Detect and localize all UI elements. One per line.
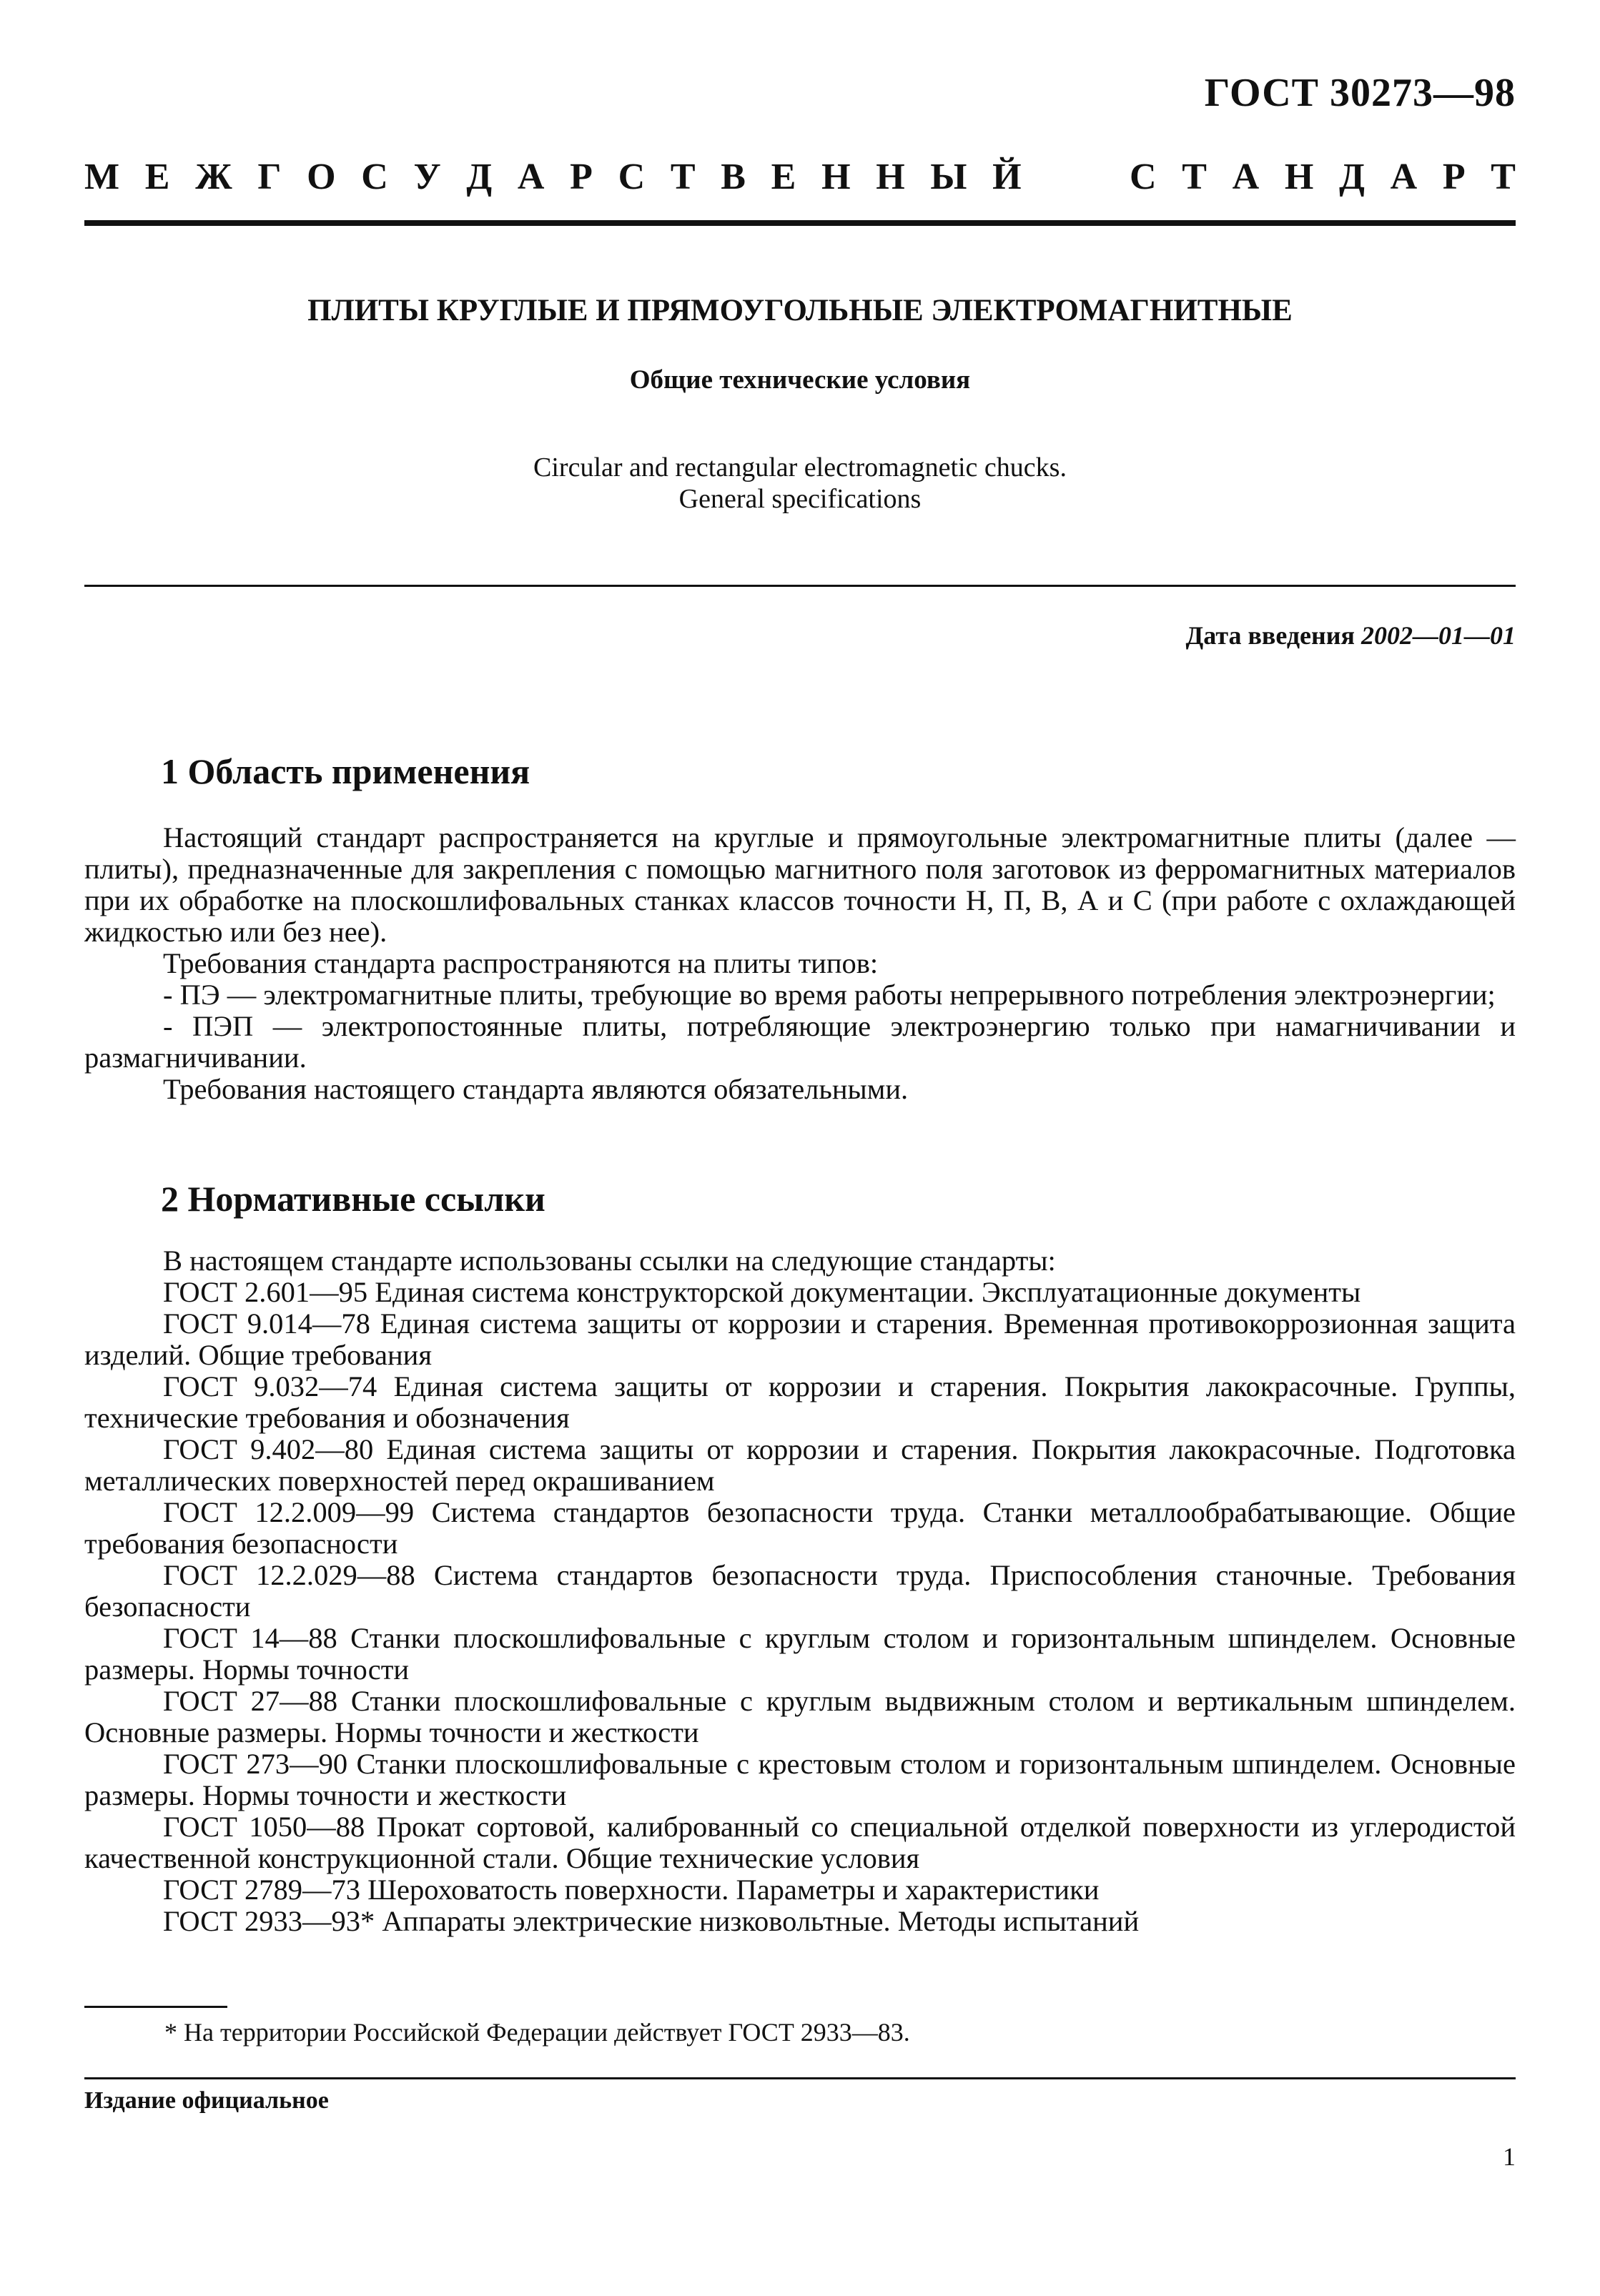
reference-item: ГОСТ 14—88 Станки плоскошлифовальные с круглым столом и горизонтальным шпинделем. Основные размеры. Нормы точности [84,1622,1516,1686]
reference-item: ГОСТ 2.601—95 Единая система конструкторской документации. Эксплуатационные документы [163,1276,1361,1308]
introduction-date [1186,620,1516,650]
banner-letter: Т [1182,157,1207,197]
banner-letter: Д [466,157,493,197]
english-title-line: General specifications [678,484,922,514]
banner-letter: С [1130,157,1157,197]
document-title: ПЛИТЫ КРУГЛЫЕ И ПРЯМОУГОЛЬНЫЕ ЭЛЕКТРОМАГНИТНЫЕ [307,294,1293,327]
banner-letter: М [84,157,120,197]
banner-letter: Р [570,157,593,197]
banner-letter: Н [1284,157,1314,197]
banner-letter: А [1390,157,1418,197]
reference-item: ГОСТ 9.032—74 Единая система защиты от коррозии и старения. Покрытия лакокрасочные. Группы, технические требования и обозначения [84,1370,1516,1434]
section-2-body [84,1245,1516,1937]
header-divider [84,220,1516,226]
footnote-separator [84,2006,227,2008]
standard-code: ГОСТ 30273—98 [1204,71,1516,115]
banner-letter: Р [1442,157,1466,197]
banner-letter: Е [144,157,170,197]
paragraph: Требования стандарта распространяются на плиты типов: [163,947,879,979]
paragraph: - ПЭ — электромагнитные плиты, требующие во время работы непрерывного потребления электроэнергии; [163,979,1496,1011]
banner-letter: У [413,157,441,197]
footnote: * На территории Российской Федерации действует ГОСТ 2933—83. [164,2018,910,2047]
date-label: Дата введения [1185,621,1355,650]
reference-item: ГОСТ 2933—93* Аппараты электрические низковольтные. Методы испытаний [163,1905,1140,1937]
banner-letter: Й [992,157,1022,197]
banner-letter: Т [670,157,696,197]
reference-item: ГОСТ 27—88 Станки плоскошлифовальные с круглым выдвижным столом и вертикальным шпинделем. Основные размеры. Нормы точности и жесткости [84,1685,1516,1748]
banner-letter: Ж [195,157,232,197]
reference-item: ГОСТ 9.402—80 Единая система защиты от коррозии и старения. Покрытия лакокрасочные. Подготовка металлических поверхностей перед окрашиванием [84,1433,1516,1497]
banner-letter: С [618,157,646,197]
reference-item: ГОСТ 2789—73 Шероховатость поверхности. Параметры и характеристики [163,1874,1100,1906]
section-1-body [84,822,1516,1105]
paragraph: Требования настоящего стандарта являются обязательными. [163,1073,909,1105]
banner-letter: А [517,157,545,197]
english-title-line: Circular and rectangular electromagnetic chucks. [533,452,1067,483]
banner-letter: Д [1339,157,1365,197]
banner-letter: Г [257,157,282,197]
interstate-standard-banner [84,156,1516,198]
banner-letter: В [721,157,746,197]
english-title [84,452,1516,515]
reference-item: ГОСТ 9.014—78 Единая система защиты от коррозии и старения. Временная противокоррозионная защита изделий. Общие требования [84,1307,1516,1371]
banner-word-gap [1047,156,1104,198]
footer-divider [84,2077,1516,2079]
banner-letter: О [307,157,336,197]
reference-item: ГОСТ 12.2.029—88 Система стандартов безопасности труда. Приспособления станочные. Требования безопасности [84,1559,1516,1623]
page-number: 1 [1503,2142,1516,2171]
banner-letter: Е [771,157,796,197]
date-value: 2002—01—01 [1361,621,1516,650]
paragraph: - ПЭП — электропостоянные плиты, потребляющие электроэнергию только при намагничивании и размагничивании. [84,1010,1516,1074]
paragraph: В настоящем стандарте использованы ссылки на следующие стандарты: [163,1245,1056,1277]
reference-item: ГОСТ 12.2.009—99 Система стандартов безопасности труда. Станки металлообрабатывающие. Общие требования безопасности [84,1496,1516,1560]
banner-letter: Н [821,157,851,197]
title-divider [84,585,1516,587]
document-subtitle: Общие технические условия [629,365,971,395]
banner-letter: Т [1491,157,1516,197]
banner-letter: Ы [930,157,967,197]
banner-letter: С [361,157,388,197]
section-1-heading: 1 Область применения [161,751,530,791]
paragraph: Настоящий стандарт распространяется на круглые и прямоугольные электромагнитные плиты (далее — плиты), предназначенные для закрепления с помощью магнитного поля заготовок из ферромагнитных материалов при их обработке на плоскошлифовальных станках классов точности Н, П, В, А и С (при работе с охлаждающей жидкостью или без нее). [84,821,1516,948]
banner-letter: Н [876,157,905,197]
section-2-heading: 2 Нормативные ссылки [161,1179,545,1219]
reference-item: ГОСТ 1050—88 Прокат сортовой, калиброванный со специальной отделкой поверхности из углеродистой качественной конструкционной стали. Общие технические условия [84,1811,1516,1874]
official-edition-label: Издание официальное [84,2087,329,2114]
banner-letter: А [1232,157,1260,197]
reference-item: ГОСТ 273—90 Станки плоскошлифовальные с крестовым столом и горизонтальным шпинделем. Основные размеры. Нормы точности и жесткости [84,1748,1516,1811]
